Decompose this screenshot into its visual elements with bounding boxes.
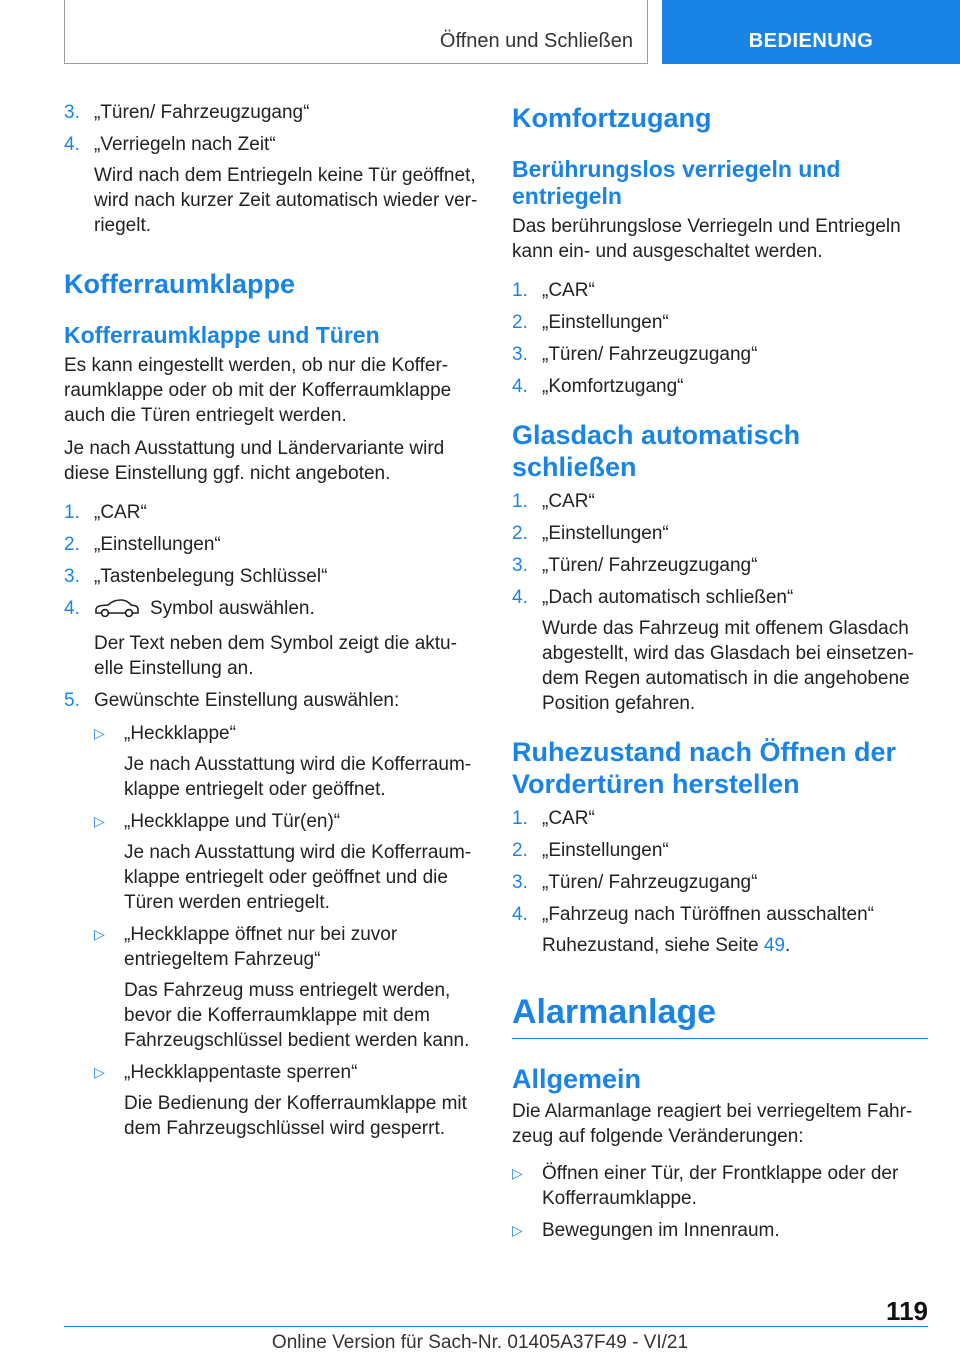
glasdach-steps-list [512, 489, 928, 716]
heading-kofferraumklappe-tueren: Kofferraumklappe und Türen [64, 322, 380, 348]
option-detail: Das Fahrzeug muss entriegelt werden, bevor die Kofferraumklappe mit dem Fahrzeugschlüssel bedient werden kann. [124, 980, 470, 1051]
car-icon [94, 598, 140, 625]
option-item: ▷ „Heckklappe öffnet nur bei zuvor entriegeltem Fahrzeug“ Das Fahrzeug muss entriegelt werden, bevor die Kofferraumklappe mit dem Fahrzeugschlüssel bedient werden kann. [94, 922, 482, 1053]
header-category-label: BEDIENUNG [748, 30, 874, 52]
list-item: 2. „Einstellungen“ [512, 312, 669, 333]
triangle-bullet-icon: ▷ [94, 725, 105, 741]
page-reference-link[interactable]: 49 [763, 935, 785, 956]
option-item: ▷ „Heckklappe und Tür(en)“ Je nach Ausstattung wird die Kofferraum‐klappe entriegelt oder geöffnet und die Türen werden entriegelt. [94, 809, 482, 915]
list-item: 4. „Dach automatisch schließen“ Wurde das Fahrzeug mit offenem Glasdach abgestellt, wird das Glasdach bei einsetzen‐dem Regen automatisch in die angehobene Position gefahren. [512, 585, 928, 716]
list-item: 1. „CAR“ [64, 502, 147, 523]
page-number: 119 [886, 1296, 928, 1326]
triangle-bullet-icon: ▷ [94, 1064, 105, 1080]
list-item: 3. „Türen/ Fahrzeugzugang“ [512, 555, 758, 576]
section-divider [512, 1038, 928, 1039]
komfort-steps-list [512, 278, 928, 399]
left-column [64, 100, 482, 1148]
list-item: 2. „Einstellungen“ [512, 840, 669, 861]
paragraph: Die Alarmanlage reagiert bei verriegeltem Fahr‐zeug auf folgende Veränderungen: [512, 1101, 913, 1147]
list-item: 3. „Türen/ Fahrzeugzugang“ [512, 872, 758, 893]
steps-list [64, 500, 482, 1141]
paragraph: Das berührungslose Verriegeln und Entriegeln kann ein- und ausgeschaltet werden. [512, 216, 901, 262]
footer-online-version: Online Version für Sach-Nr. 01405A37F49 - VI/21 [271, 1332, 689, 1353]
heading-kofferraumklappe: Kofferraumklappe [64, 269, 296, 299]
option-item: ▷ Öffnen einer Tür, der Frontklappe oder der Kofferraumklappe. [512, 1163, 899, 1209]
list-item: 4. Symbol auswählen. Der Text neben dem Symbol zeigt die aktu‐elle Einstellung an. [64, 596, 482, 681]
ruhe-steps-list [512, 806, 928, 958]
header-section-title: Öffnen und Schließen [439, 30, 633, 52]
option-detail: Die Bedienung der Kofferraumklappe mit dem Fahrzeugschlüssel wird gesperrt. [124, 1093, 467, 1139]
list-item: 3. „Türen/ Fahrzeugzugang“ [64, 102, 310, 123]
paragraph: Es kann eingestellt werden, ob nur die Koffer‐raumklappe oder ob mit der Kofferraumklappe auch die Türen entriegelt werden. [64, 355, 452, 426]
list-item: 2. „Einstellungen“ [512, 523, 669, 544]
triangle-bullet-icon: ▷ [94, 926, 105, 942]
list-item: 5. Gewünschte Einstellung auswählen: ▷ „Heckklappe“ Je nach Ausstattung wird die Kofferraum‐klappe entriegelt oder geöffnet. ▷ „Heckklappe und Tür(en)“ Je nach Ausstattung wird die Kofferraum‐klappe entriegelt oder geöffnet und die Türen werden entriegelt. ▷ „Heckklappe öffnet nur bei zuvor entriegeltem Fahrzeug“ Das Fahrzeug muss entriegelt werden, bevor die Kofferraumklappe mit dem Fahrzeugschlüssel bedient werden kann. ▷ „Heckklappentaste sperren“ Die Bedienung der Kofferraumklappe mit dem Fahrzeugschlüssel wird gesperrt. [64, 688, 482, 1141]
option-detail: Je nach Ausstattung wird die Kofferraum‐klappe entriegelt oder geöffnet und die Türen werden entriegelt. [124, 842, 472, 913]
heading-ruhezustand: Ruhezustand nach Öffnen der Vordertüren herstellen [512, 737, 897, 799]
option-item: ▷ „Heckklappentaste sperren“ Die Bedienung der Kofferraumklappe mit dem Fahrzeugschlüssel wird gesperrt. [94, 1060, 482, 1141]
list-item: 4. „Fahrzeug nach Türöffnen ausschalten“ Ruhezustand, siehe Seite 49. [512, 902, 928, 958]
list-item: 2. „Einstellungen“ [64, 534, 221, 555]
list-item: 3. „Tastenbelegung Schlüssel“ [64, 566, 328, 587]
list-item: 4. „Komfortzugang“ [512, 376, 684, 397]
option-item: ▷ „Heckklappe“ Je nach Ausstattung wird die Kofferraum‐klappe entriegelt oder geöffnet. [94, 721, 482, 802]
right-column [512, 100, 928, 1250]
list-item: 3. „Türen/ Fahrzeugzugang“ [512, 344, 758, 365]
option-detail: Je nach Ausstattung wird die Kofferraum‐klappe entriegelt oder geöffnet. [124, 754, 472, 800]
heading-komfortzugang: Komfortzugang [512, 103, 712, 133]
triangle-bullet-icon: ▷ [512, 1222, 523, 1238]
options-list [94, 721, 482, 1141]
heading-beruehrungslos: Berührungslos verriegeln und entriegeln [512, 156, 841, 209]
list-item: 4. „Verriegeln nach Zeit“ Wird nach dem Entriegeln keine Tür geöffnet, wird nach kurzer Zeit automatisch wieder ver‐riegelt. [64, 132, 482, 238]
option-item: ▷ Bewegungen im Innenraum. [512, 1220, 780, 1241]
list-item-detail: Ruhezustand, siehe Seite 49. [542, 935, 791, 956]
triangle-bullet-icon: ▷ [512, 1165, 523, 1181]
list-item: 1. „CAR“ [512, 280, 595, 301]
header-section-box [64, 0, 648, 64]
list-item-detail: Wird nach dem Entriegeln keine Tür geöffnet, wird nach kurzer Zeit automatisch wieder ver‐riegelt. [94, 165, 478, 236]
header-category-tab [662, 0, 960, 64]
list-item-detail: Wurde das Fahrzeug mit offenem Glasdach abgestellt, wird das Glasdach bei einsetzen‐dem Regen automatisch in die angehobene Position gefahren. [542, 618, 914, 714]
alarm-list [512, 1161, 928, 1243]
heading-alarmanlage: Alarmanlage [512, 993, 717, 1031]
triangle-bullet-icon: ▷ [94, 813, 105, 829]
intro-list [64, 100, 482, 238]
list-item: 1. „CAR“ [512, 491, 595, 512]
footer-divider [64, 1326, 928, 1327]
heading-allgemein: Allgemein [512, 1064, 642, 1094]
heading-glasdach: Glasdach automatisch schließen [512, 420, 801, 482]
paragraph: Je nach Ausstattung und Ländervariante wird diese Einstellung ggf. nicht angeboten. [64, 438, 445, 484]
list-item-detail: Der Text neben dem Symbol zeigt die aktu‐elle Einstellung an. [94, 633, 457, 679]
list-item: 1. „CAR“ [512, 808, 595, 829]
